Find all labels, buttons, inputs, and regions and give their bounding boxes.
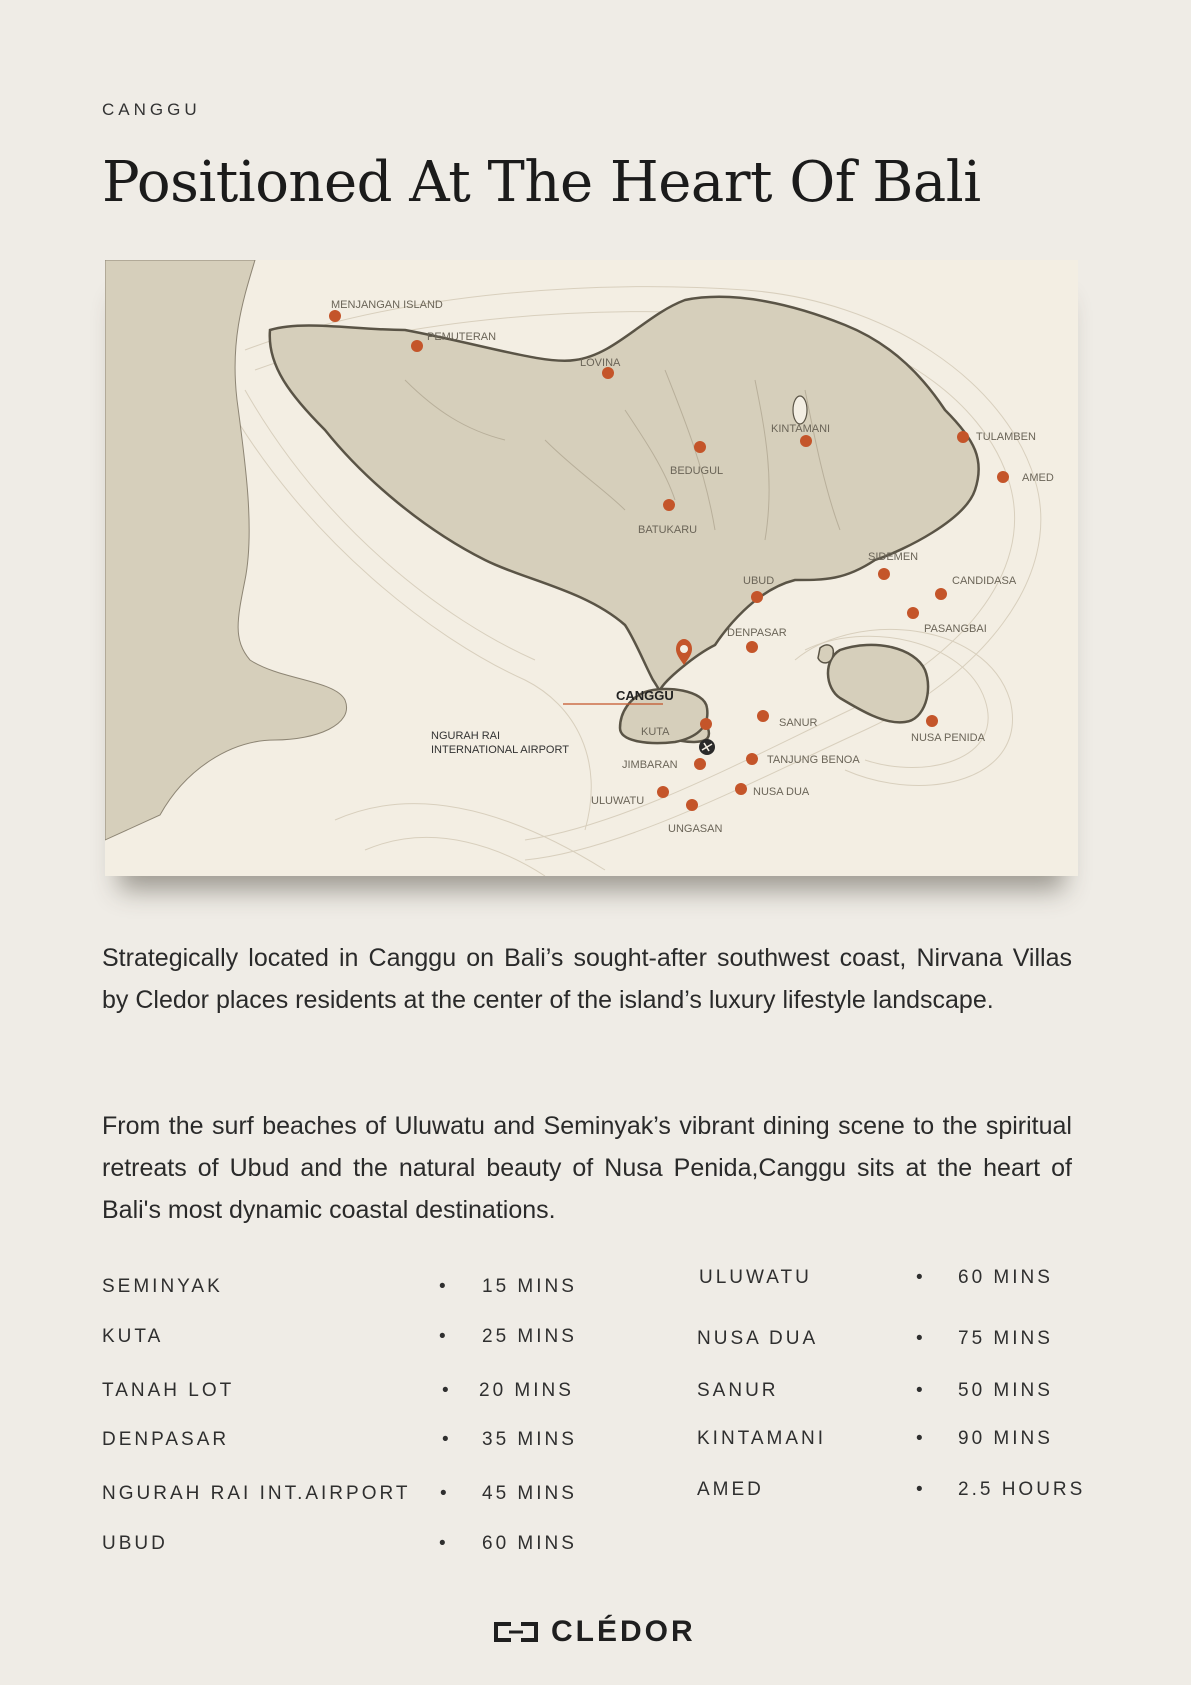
travel-place: ULUWATU — [699, 1267, 812, 1288]
travel-time: 20 MINS — [479, 1380, 574, 1401]
marker-bedugul — [694, 441, 706, 453]
label-batukaru: BATUKARU — [638, 524, 698, 536]
travel-bullet: • — [440, 1483, 450, 1504]
intro-paragraph: Strategically located in Canggu on Bali’s sought-after southwest coast, Nirvana Villas by Cledor places residents at the center of the island’s luxury lifestyle landscape. — [102, 944, 1072, 1014]
marker-tulamben — [957, 431, 969, 443]
travel-place: NUSA DUA — [697, 1328, 819, 1349]
bali-map — [105, 260, 1078, 876]
label-lovina: LOVINA — [580, 357, 621, 369]
marker-ubud — [751, 591, 763, 603]
marker-uluwatu — [657, 786, 669, 798]
travel-bullet: • — [439, 1276, 449, 1297]
label-jimbaran: JIMBARAN — [622, 759, 678, 771]
travel-bullet: • — [442, 1380, 452, 1401]
label-airport-line1: NGURAH RAI — [431, 730, 501, 742]
travel-bullet: • — [916, 1479, 926, 1500]
destinations-paragraph: From the surf beaches of Uluwatu and Seminyak’s vibrant dining scene to the spiritual retreats of Ubud and the natural beauty of Nusa Penida,Canggu sits at the heart of Bali's most dynamic coastal destinations. — [102, 1112, 1072, 1224]
bali-map-svg — [105, 260, 1078, 876]
travel-time: 45 MINS — [482, 1483, 577, 1504]
marker-sanur — [757, 710, 769, 722]
label-airport-line2: INTERNATIONAL AIRPORT — [431, 744, 569, 756]
label-tulamben: TULAMBEN — [976, 431, 1036, 443]
travel-place: KUTA — [102, 1326, 164, 1347]
marker-nusa-penida — [926, 715, 938, 727]
eyebrow-label: CANGGU — [102, 100, 201, 119]
marker-denpasar — [746, 641, 758, 653]
label-denpasar: DENPASAR — [727, 627, 787, 639]
travel-time: 90 MINS — [958, 1428, 1053, 1449]
label-kuta: KUTA — [641, 726, 670, 738]
marker-batukaru — [663, 499, 675, 511]
label-ubud: UBUD — [743, 575, 775, 587]
page-title: Positioned At The Heart Of Bali — [102, 150, 981, 215]
lake-batur — [793, 396, 807, 424]
marker-candidasa — [935, 588, 947, 600]
travel-time: 50 MINS — [958, 1380, 1053, 1401]
label-uluwatu: ULUWATU — [591, 795, 645, 807]
travel-place: SANUR — [697, 1380, 779, 1401]
travel-bullet: • — [439, 1326, 449, 1347]
travel-bullet: • — [439, 1533, 449, 1554]
marker-tanjung-benoa — [746, 753, 758, 765]
marker-jimbaran — [694, 758, 706, 770]
label-pemuteran: PEMUTERAN — [427, 331, 497, 343]
label-amed: AMED — [1022, 472, 1054, 484]
label-bedugul: BEDUGUL — [670, 465, 724, 477]
travel-bullet: • — [916, 1428, 926, 1449]
nusa-lembongan-island — [818, 645, 833, 663]
label-kintamani: KINTAMANI — [771, 423, 831, 435]
travel-place: SEMINYAK — [102, 1276, 223, 1297]
travel-bullet: • — [442, 1429, 452, 1450]
marker-amed — [997, 471, 1009, 483]
marker-kintamani — [800, 435, 812, 447]
marker-kuta — [700, 718, 712, 730]
marker-pasangbai — [907, 607, 919, 619]
label-candidasa: CANDIDASA — [952, 575, 1017, 587]
travel-place: DENPASAR — [102, 1429, 230, 1450]
label-nusa-dua: NUSA DUA — [753, 786, 810, 798]
cledor-logo-mark-icon — [493, 1621, 539, 1643]
travel-place: NGURAH RAI INT.AIRPORT — [102, 1483, 411, 1504]
travel-time: 15 MINS — [482, 1276, 577, 1297]
airport-icon — [699, 739, 715, 755]
travel-place: AMED — [697, 1479, 764, 1500]
label-pasangbai: PASANGBAI — [924, 623, 987, 635]
label-sidemen: SIDEMEN — [868, 551, 919, 563]
travel-bullet: • — [916, 1267, 926, 1288]
travel-time: 75 MINS — [958, 1328, 1053, 1349]
label-canggu: CANGGU — [616, 688, 674, 703]
travel-place: UBUD — [102, 1533, 168, 1554]
marker-sidemen — [878, 568, 890, 580]
label-sanur: SANUR — [779, 717, 818, 729]
label-nusa-penida: NUSA PENIDA — [911, 732, 985, 744]
travel-time: 60 MINS — [482, 1533, 577, 1554]
travel-time: 2.5 HOURS — [958, 1479, 1086, 1500]
marker-nusa-dua — [735, 783, 747, 795]
travel-time: 35 MINS — [482, 1429, 577, 1450]
label-ungasan: UNGASAN — [668, 823, 723, 835]
label-tanjung-benoa: TANJUNG BENOA — [767, 754, 860, 766]
marker-ungasan — [686, 799, 698, 811]
marker-menjangan — [329, 310, 341, 322]
travel-time: 25 MINS — [482, 1326, 577, 1347]
marker-pemuteran — [411, 340, 423, 352]
travel-place: TANAH LOT — [102, 1380, 235, 1401]
travel-time: 60 MINS — [958, 1267, 1053, 1288]
brand-name: CLÉDOR — [551, 1615, 696, 1648]
travel-bullet: • — [916, 1328, 926, 1349]
label-menjangan: MENJANGAN ISLAND — [331, 299, 443, 311]
cledor-logo — [493, 1615, 696, 1649]
travel-place: KINTAMANI — [697, 1428, 827, 1449]
travel-bullet: • — [916, 1380, 926, 1401]
